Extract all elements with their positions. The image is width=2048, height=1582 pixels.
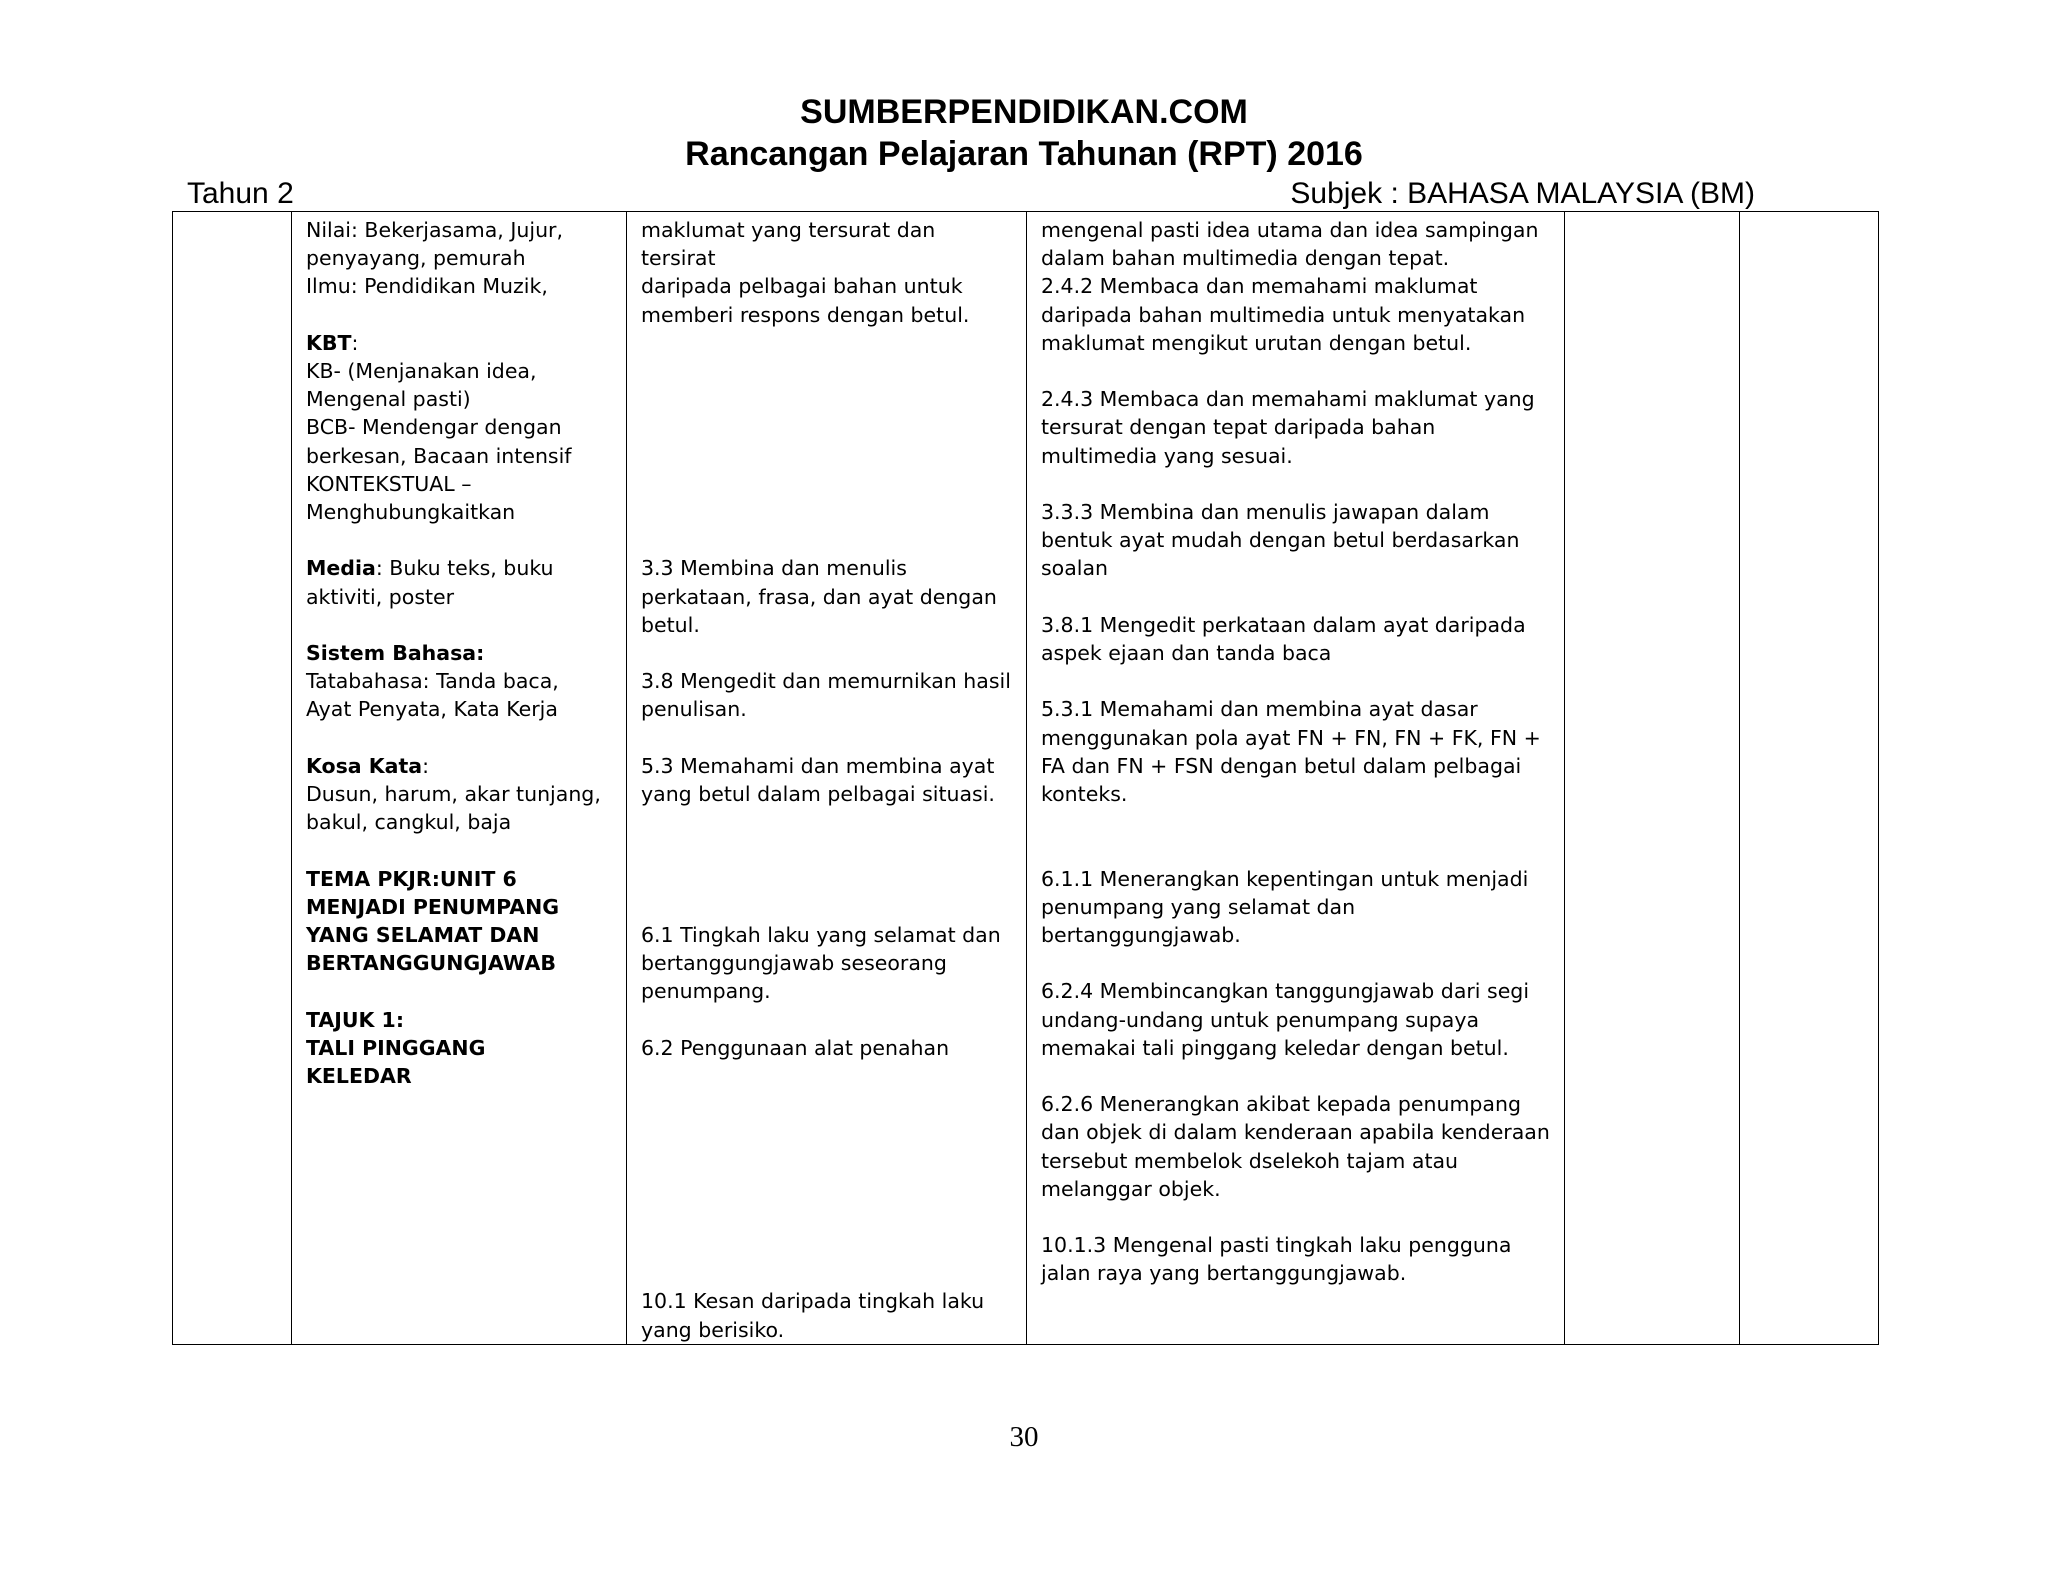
- learning-line: 2.4.2 Membaca dan memahami maklumat: [1041, 274, 1478, 299]
- learning-line: 3.8.1 Mengedit perkataan dalam ayat daripada: [1041, 612, 1526, 637]
- nilai-line: penyayang, pemurah: [306, 246, 526, 271]
- learning-line: 6.2.4 Membincangkan tanggungjawab dari segi: [1041, 979, 1530, 1004]
- learning-line: bentuk ayat mudah dengan betul berdasarkan: [1041, 528, 1520, 553]
- tema-line: YANG SELAMAT DAN: [306, 923, 540, 947]
- standard-line: 3.3 Membina dan menulis: [641, 556, 907, 581]
- learning-line: aspek ejaan dan tanda baca: [1041, 641, 1332, 665]
- nilai-line: Nilai: Bekerjasama, Jujur,: [306, 218, 564, 242]
- kbt-line: KB- (Menjanakan idea,: [306, 359, 537, 383]
- kbt-heading: KBT:: [306, 330, 359, 355]
- kosa-kata-heading: Kosa Kata:: [306, 753, 430, 778]
- tajuk-line: KELEDAR: [306, 1064, 412, 1088]
- standard-line: penumpang.: [641, 979, 771, 1004]
- kosa-kata-label: Kosa Kata: [306, 753, 423, 778]
- learning-line: multimedia yang sesuai.: [1041, 443, 1293, 468]
- learning-line: tersurat dengan tepat daripada bahan: [1041, 415, 1436, 440]
- ilmu-line: Ilmu: Pendidikan Muzik,: [306, 274, 548, 299]
- tajuk-line: TALI PINGGANG: [306, 1035, 486, 1060]
- learning-line: dalam bahan multimedia dengan tepat.: [1041, 246, 1450, 271]
- learning-line: jalan raya yang bertanggungjawab.: [1041, 1261, 1407, 1286]
- kbt-line: Mengenal pasti): [306, 387, 471, 412]
- document-title: Rancangan Pelajaran Tahunan (RPT) 2016: [685, 135, 1363, 173]
- table-row: [173, 212, 1879, 1345]
- learning-line: maklumat mengikut urutan dengan betul.: [1041, 330, 1472, 355]
- standard-line: maklumat yang tersurat dan tersirat: [641, 218, 936, 271]
- standard-line: yang betul dalam pelbagai situasi.: [641, 781, 995, 806]
- kbt-line: Menghubungkaitkan: [306, 500, 516, 525]
- learning-line: 6.2.6 Menerangkan akibat kepada penumpang: [1041, 1092, 1521, 1117]
- learning-line: melanggar objek.: [1041, 1176, 1221, 1201]
- learning-line: FA dan FN + FSN dengan betul dalam pelbagai: [1041, 753, 1522, 778]
- learning-line: 2.4.3 Membaca dan memahami maklumat yang: [1041, 387, 1535, 412]
- learning-line: 3.3.3 Membina dan menulis jawapan dalam: [1041, 500, 1490, 524]
- learning-line: tersebut membelok dselekoh tajam atau: [1041, 1148, 1459, 1173]
- learning-line: 5.3.1 Memahami dan membina ayat dasar: [1041, 697, 1478, 722]
- tema-line: BERTANGGUNGJAWAB: [306, 951, 556, 976]
- learning-standard-cell: [1027, 212, 1565, 1345]
- sistem-bahasa-line: Tatabahasa: Tanda baca,: [306, 669, 559, 694]
- standard-line: 3.8 Mengedit dan memurnikan hasil: [641, 669, 1011, 694]
- learning-line: undang-undang untuk penumpang supaya: [1041, 1007, 1480, 1032]
- standard-line: yang berisiko.: [641, 1317, 785, 1342]
- standard-line: penulisan.: [641, 697, 747, 722]
- standard-line: betul.: [641, 612, 700, 637]
- kosa-kata-line: Dusun, harum, akar tunjang,: [306, 782, 601, 806]
- learning-line: dan objek di dalam kenderaan apabila kenderaan: [1041, 1120, 1550, 1145]
- standard-line: perkataan, frasa, dan ayat dengan: [641, 584, 997, 609]
- standard-line: 10.1 Kesan daripada tingkah laku: [641, 1289, 985, 1314]
- sistem-bahasa-line: Ayat Penyata, Kata Kerja: [306, 697, 558, 722]
- kbt-line: KONTEKSTUAL –: [306, 471, 472, 496]
- sistem-bahasa-label: Sistem Bahasa:: [306, 641, 485, 665]
- subject-label: Subjek : BAHASA MALAYSIA (BM): [1290, 177, 1755, 210]
- theme-cell: [292, 212, 627, 1345]
- learning-line: 6.1.1 Menerangkan kepentingan untuk menjadi: [1041, 866, 1529, 891]
- learning-line: daripada bahan multimedia untuk menyatakan: [1041, 302, 1526, 327]
- media-line: aktiviti, poster: [306, 584, 455, 609]
- media-line: Media: Buku teks, buku: [306, 556, 554, 581]
- kosa-kata-line: bakul, cangkul, baja: [306, 810, 512, 835]
- tajuk-line: TAJUK 1:: [306, 1007, 405, 1032]
- standard-line: 5.3 Memahami dan membina ayat: [641, 753, 995, 778]
- page-number: 30: [1009, 1421, 1039, 1453]
- tema-line: MENJADI PENUMPANG: [306, 894, 560, 919]
- standard-line: 6.1 Tingkah laku yang selamat dan: [641, 922, 1001, 947]
- week-cell: [173, 212, 292, 1345]
- learning-line: penumpang yang selamat dan: [1041, 894, 1356, 919]
- learning-line: konteks.: [1041, 782, 1128, 806]
- empty-cell: [1740, 212, 1879, 1345]
- learning-line: memakai tali pinggang keledar dengan betul.: [1041, 1035, 1509, 1060]
- kbt-line: BCB- Mendengar dengan: [306, 415, 562, 440]
- learning-line: mengenal pasti idea utama dan idea sampingan: [1041, 218, 1539, 242]
- learning-line: bertanggungjawab.: [1041, 922, 1241, 947]
- lesson-plan-table: [172, 211, 1879, 1345]
- media-label: Media: [306, 556, 376, 581]
- learning-line: menggunakan pola ayat FN + FN, FN + FK, FN +: [1041, 725, 1541, 750]
- kbt-line: berkesan, Bacaan intensif: [306, 443, 572, 468]
- standard-line: daripada pelbagai bahan untuk: [641, 274, 963, 299]
- content-standard-cell: [627, 212, 1027, 1345]
- tema-line: TEMA PKJR:UNIT 6: [306, 866, 517, 891]
- year-label: Tahun 2: [187, 177, 294, 210]
- standard-line: 6.2 Penggunaan alat penahan: [641, 1035, 950, 1060]
- learning-line: soalan: [1041, 556, 1109, 581]
- site-title: SUMBERPENDIDIKAN.COM: [800, 93, 1248, 131]
- kbt-label: KBT: [306, 330, 352, 355]
- standard-line: bertanggungjawab seseorang: [641, 951, 947, 976]
- standard-line: memberi respons dengan betul.: [641, 302, 970, 327]
- empty-cell: [1565, 212, 1740, 1345]
- learning-line: 10.1.3 Mengenal pasti tingkah laku pengguna: [1041, 1233, 1512, 1258]
